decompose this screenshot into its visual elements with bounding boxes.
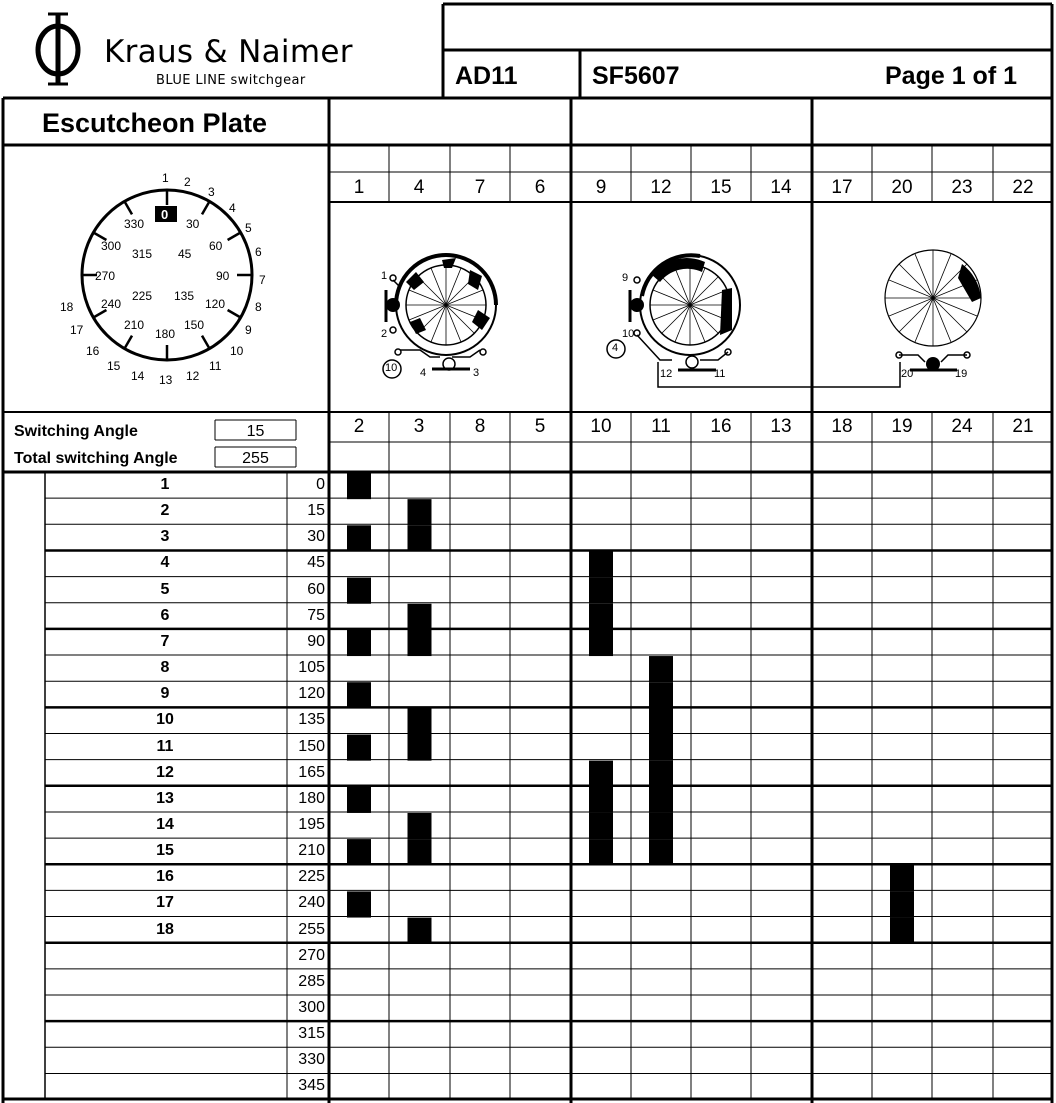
model-code: AD11 (455, 62, 518, 90)
dial-angle-180: 180 (155, 327, 176, 341)
d2-label-12: 12 (660, 368, 673, 380)
row-position: 17 (156, 894, 174, 912)
d1-label-1: 1 (381, 270, 388, 282)
dial-angle-90: 90 (216, 269, 230, 283)
row-position: 7 (160, 632, 170, 650)
row-angle: 90 (307, 632, 325, 650)
top-terminal-4: 9 (595, 177, 607, 198)
d2-label-10: 10 (622, 328, 635, 340)
row-angle: 270 (298, 946, 325, 964)
row-position: 9 (160, 685, 170, 703)
row-angle: 0 (316, 476, 325, 493)
row-position: 5 (160, 580, 170, 598)
dial-angle-150: 150 (184, 318, 205, 332)
section-title: Escutcheon Plate (42, 108, 268, 138)
dial-pos-11: 11 (209, 359, 222, 373)
d2-label-11: 11 (714, 368, 726, 380)
top-terminal-10: 23 (951, 177, 973, 198)
switching-angle-value: 15 (246, 423, 265, 440)
row-angle: 150 (298, 737, 325, 755)
brand-name: Kraus & Naimer (104, 34, 353, 70)
dial-pos-10: 10 (230, 344, 244, 358)
dial-pos-14: 14 (131, 369, 145, 383)
brand-subtitle: BLUE LINE switchgear (156, 73, 306, 88)
row-angle: 60 (307, 580, 325, 598)
dial-angle-240: 240 (101, 297, 122, 311)
d1-label-4: 4 (420, 367, 427, 379)
bottom-terminal-4: 10 (590, 416, 612, 437)
dial-angle-120: 120 (205, 297, 226, 311)
dial-angle-315: 315 (132, 247, 153, 261)
dial-pos-2: 2 (184, 175, 191, 189)
dial-pos-9: 9 (245, 323, 252, 337)
bottom-terminal-7: 13 (770, 416, 792, 437)
dial-pos-6: 6 (255, 245, 262, 259)
row-angle: 180 (298, 789, 325, 807)
top-terminal-3: 6 (534, 177, 546, 198)
row-position: 4 (160, 554, 170, 572)
row-angle: 330 (298, 1051, 325, 1069)
dial-pos-8: 8 (255, 300, 262, 314)
top-terminal-5: 12 (650, 177, 672, 198)
total-angle-label: Total switching Angle (14, 450, 178, 467)
row-angle: 120 (298, 685, 325, 703)
bottom-terminal-6: 16 (710, 416, 732, 437)
top-terminal-0: 1 (353, 177, 365, 198)
total-angle-value: 255 (242, 450, 269, 467)
dial-pos-7: 7 (259, 273, 266, 287)
row-position: 3 (160, 528, 170, 546)
row-angle: 300 (298, 999, 325, 1016)
row-position: 16 (156, 868, 174, 886)
d2-label-9: 9 (622, 272, 629, 284)
dial-angle-270: 270 (95, 269, 116, 283)
row-angle: 15 (307, 502, 325, 520)
top-terminal-7: 14 (770, 177, 792, 198)
row-position: 6 (160, 606, 170, 624)
row-angle: 285 (298, 972, 325, 990)
dial-pos-4: 4 (229, 201, 236, 215)
dial-pos-16: 16 (86, 344, 100, 358)
top-terminal-8: 17 (831, 177, 853, 198)
bottom-terminal-8: 18 (831, 416, 853, 437)
top-terminal-6: 15 (710, 177, 732, 198)
bottom-terminal-3: 5 (534, 416, 546, 437)
row-position: 12 (156, 763, 174, 781)
dial-angle-225: 225 (132, 289, 153, 303)
dial-angle-45: 45 (178, 247, 192, 261)
row-angle: 105 (298, 659, 325, 677)
bottom-terminal-0: 2 (353, 416, 365, 437)
row-position: 2 (160, 502, 170, 520)
row-position: 11 (156, 737, 174, 755)
row-position: 13 (156, 789, 174, 807)
dial-pos-13: 13 (159, 373, 173, 387)
d1-label-10: 10 (385, 362, 398, 374)
row-position: 14 (156, 815, 174, 833)
dial-angle-210: 210 (124, 318, 145, 332)
bottom-terminal-9: 19 (891, 416, 913, 437)
d1-label-3: 3 (473, 367, 480, 379)
dial-angle-0: 0 (161, 207, 169, 222)
row-angle: 135 (298, 711, 325, 729)
bottom-terminal-5: 11 (651, 416, 671, 437)
d3-label-20: 20 (901, 368, 914, 380)
dial-angle-330: 330 (124, 217, 145, 231)
dial-pos-12: 12 (186, 369, 200, 383)
bottom-terminal-1: 3 (413, 416, 425, 437)
dial-angle-30: 30 (186, 217, 200, 231)
d2-label-4: 4 (612, 342, 619, 354)
dial-pos-17: 17 (70, 323, 84, 337)
row-angle: 165 (298, 763, 325, 781)
row-position: 18 (156, 920, 174, 938)
bottom-terminal-2: 8 (474, 416, 486, 437)
row-position: 8 (160, 659, 170, 677)
row-position: 1 (160, 476, 170, 493)
bottom-terminal-10: 24 (951, 416, 973, 437)
dial-pos-3: 3 (208, 185, 215, 199)
bottom-terminal-11: 21 (1012, 416, 1034, 437)
contact-diagram-2 (607, 255, 900, 387)
row-angle: 30 (307, 528, 325, 546)
dial-pos-15: 15 (107, 359, 121, 373)
d1-label-2: 2 (381, 328, 388, 340)
dial-angle-135: 135 (174, 289, 195, 303)
row-angle: 45 (307, 554, 325, 572)
row-position: 15 (156, 842, 174, 860)
dial-pos-18: 18 (60, 300, 74, 314)
dial-angle-60: 60 (209, 239, 223, 253)
top-terminal-9: 20 (891, 177, 913, 198)
switching-angle-label: Switching Angle (14, 423, 138, 440)
dial-pos-1: 1 (162, 171, 169, 185)
top-terminal-11: 22 (1012, 177, 1034, 198)
dial-pos-5: 5 (245, 221, 252, 235)
row-angle: 195 (298, 815, 325, 833)
row-angle: 255 (298, 920, 325, 938)
row-angle: 315 (298, 1025, 325, 1043)
row-angle: 210 (298, 842, 325, 860)
page-indicator: Page 1 of 1 (885, 62, 1017, 90)
part-number: SF5607 (592, 62, 680, 90)
d3-label-19: 19 (955, 368, 968, 380)
row-position: 10 (156, 711, 174, 729)
dial-angle-300: 300 (101, 239, 122, 253)
row-angle: 75 (307, 606, 325, 624)
row-angle: 240 (298, 894, 325, 912)
top-terminal-2: 7 (474, 177, 486, 198)
row-angle: 345 (298, 1077, 325, 1095)
row-angle: 225 (298, 868, 325, 886)
top-terminal-1: 4 (413, 177, 425, 198)
